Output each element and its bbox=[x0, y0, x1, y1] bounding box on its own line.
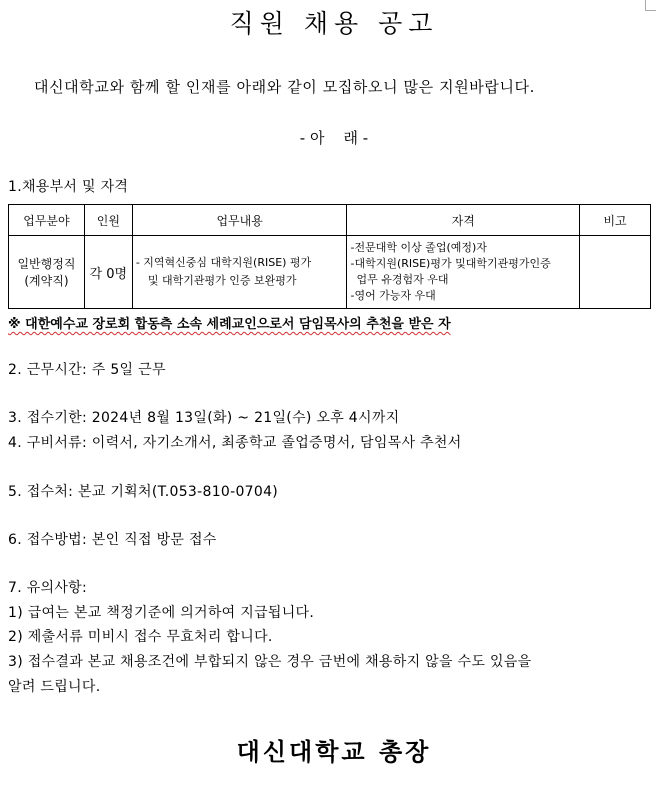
qual-line: -영어 가능자 우대 bbox=[350, 289, 436, 302]
cell-qualification bbox=[347, 236, 580, 309]
cell-duty bbox=[132, 236, 347, 309]
notice-item: 1) 급여는 본교 책정기준에 의거하여 지급됩니다. bbox=[8, 605, 315, 621]
qual-line: -전문대학 이상 졸업(예정)자 bbox=[350, 241, 487, 254]
document-title: 직원 채용 공고 bbox=[229, 9, 439, 38]
table-header-row bbox=[9, 205, 651, 236]
section3-deadline: 3. 접수기한: 2024년 8월 13일(화) ~ 21일(수) 오후 4시까지 bbox=[8, 410, 400, 426]
notice-item-continued: 알려 드립니다. bbox=[8, 679, 101, 695]
cell-count: 각 0명 bbox=[84, 236, 132, 309]
section2-work-hours: 2. 근무시간: 주 5일 근무 bbox=[8, 362, 166, 378]
section4-documents: 4. 구비서류: 이력서, 자기소개서, 최종학교 졸업증명서, 담임목사 추천서 bbox=[8, 435, 462, 451]
header-duty: 업무내용 bbox=[132, 205, 347, 236]
duty-line: 및 대학기관평가 인증 보완평가 bbox=[147, 274, 297, 287]
eligibility-note-text: ※ 대한예수교 장로회 합동측 소속 세례교인으로서 담임목사의 추천을 받은 자 bbox=[8, 317, 451, 332]
qual-line: 업무 유경험자 우대 bbox=[356, 273, 449, 286]
section5-office: 5. 접수처: 본교 기획처(T.053-810-0704) bbox=[8, 484, 279, 500]
eligibility-note bbox=[8, 313, 451, 332]
ahrae-heading: - 아 래 - bbox=[299, 129, 369, 147]
qual-line: -대학지원(RISE)평가 및대학기관평가인증 bbox=[350, 257, 551, 270]
notice-item: 2) 제출서류 미비시 접수 무효처리 합니다. bbox=[8, 629, 273, 645]
notice-item: 3) 접수결과 본교 채용조건에 부합되지 않은 경우 금번에 채용하지 않을 수도 있음을 bbox=[8, 654, 532, 670]
header-field: 업무분야 bbox=[9, 205, 85, 236]
intro-text: 대신대학교와 함께 할 인재를 아래와 같이 모집하오니 많은 지원바랍니다. bbox=[34, 78, 536, 96]
header-qualification: 자격 bbox=[347, 205, 580, 236]
field-line: 일반행정직 bbox=[17, 257, 76, 271]
signature-footer: 대신대학교 총장 bbox=[236, 738, 432, 766]
field-line: (계약직) bbox=[24, 274, 69, 288]
table-row bbox=[9, 236, 651, 309]
duty-line: - 지역혁신중심 대학지원(RISE) 평가 bbox=[135, 256, 312, 269]
cell-note bbox=[580, 236, 651, 309]
cell-field bbox=[9, 236, 85, 309]
section6-method: 6. 접수방법: 본인 직접 방문 접수 bbox=[8, 532, 217, 548]
header-count: 인원 bbox=[84, 205, 132, 236]
recruitment-table bbox=[8, 204, 651, 309]
section1-heading: 1.채용부서 및 자격 bbox=[8, 179, 129, 195]
header-note: 비고 bbox=[580, 205, 651, 236]
section7-heading: 7. 유의사항: bbox=[8, 580, 88, 596]
